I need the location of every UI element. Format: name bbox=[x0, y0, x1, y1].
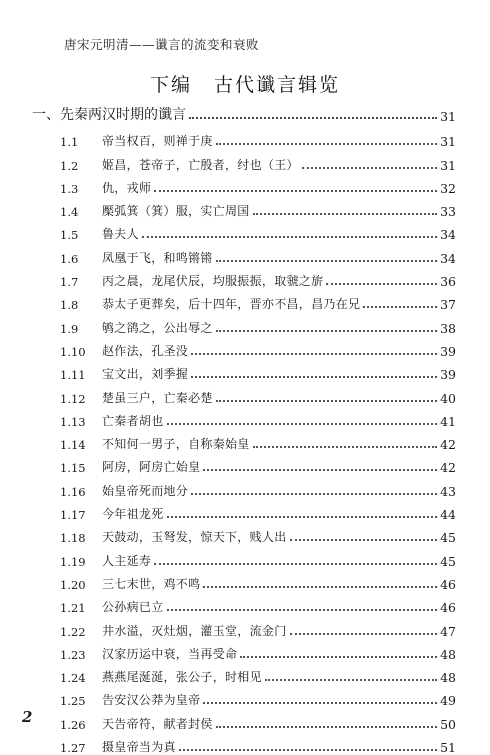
entry-title: 公孙病已立 bbox=[102, 600, 164, 615]
entry-number: 1.25 bbox=[60, 694, 86, 709]
dot-leader bbox=[326, 283, 437, 285]
entry-page-number: 46 bbox=[440, 600, 456, 616]
toc-entry[interactable] bbox=[60, 289, 456, 312]
entry-page-number: 39 bbox=[440, 367, 456, 383]
toc-entry[interactable] bbox=[60, 475, 456, 498]
entry-page-number: 51 bbox=[440, 740, 456, 755]
dot-leader bbox=[240, 656, 437, 658]
toc-entry[interactable] bbox=[60, 382, 456, 405]
entry-page-number: 39 bbox=[440, 343, 456, 359]
entry-number: 1.21 bbox=[60, 601, 86, 616]
chapter-title: 一、先秦两汉时期的谶言 bbox=[32, 107, 186, 123]
entry-title: 三七末世，鸡不鸣 bbox=[102, 576, 201, 591]
toc-entry[interactable] bbox=[60, 312, 456, 335]
entry-number: 1.11 bbox=[60, 368, 86, 383]
section-part: 下编 bbox=[149, 74, 192, 96]
entry-number: 1.17 bbox=[60, 508, 86, 523]
entry-page-number: 36 bbox=[440, 274, 456, 290]
toc-entry[interactable] bbox=[60, 592, 456, 615]
dot-leader bbox=[253, 446, 437, 448]
entry-page-number: 46 bbox=[440, 576, 456, 592]
entry-page-number: 43 bbox=[440, 483, 456, 499]
entry-page-number: 37 bbox=[440, 297, 456, 313]
chapter-heading[interactable] bbox=[32, 104, 456, 124]
entry-number: 1.18 bbox=[60, 531, 86, 546]
entry-page-number: 42 bbox=[440, 460, 456, 476]
entry-page-number: 45 bbox=[440, 553, 456, 569]
entry-number: 1.5 bbox=[60, 228, 79, 243]
toc-entry[interactable] bbox=[60, 452, 456, 475]
toc-entry[interactable] bbox=[60, 545, 456, 568]
entry-number: 1.1 bbox=[60, 135, 79, 150]
toc-entry[interactable] bbox=[60, 732, 456, 755]
toc-entry[interactable] bbox=[60, 336, 456, 359]
entry-page-number: 40 bbox=[440, 390, 456, 406]
entry-title: 恭太子更葬矣，后十四年，晋亦不昌，昌乃在兄 bbox=[102, 297, 361, 312]
entry-title: 亡秦者胡也 bbox=[102, 413, 164, 428]
entry-title: 告安汉公莽为皇帝 bbox=[102, 693, 201, 708]
entry-title: 仇，戎师 bbox=[102, 180, 152, 195]
dot-leader bbox=[191, 493, 437, 495]
entry-title: 宝文出，刘季握 bbox=[102, 367, 189, 382]
dot-leader bbox=[167, 516, 438, 518]
toc-entry[interactable] bbox=[60, 149, 456, 172]
dot-leader bbox=[216, 400, 437, 402]
entry-page-number: 42 bbox=[440, 437, 456, 453]
entry-number: 1.16 bbox=[60, 484, 86, 499]
entry-page-number: 45 bbox=[440, 530, 456, 546]
entry-number: 1.19 bbox=[60, 554, 86, 569]
toc-entry[interactable] bbox=[60, 662, 456, 685]
entry-title: 楚虽三户，亡秦必楚 bbox=[102, 390, 213, 405]
entry-number: 1.20 bbox=[60, 577, 86, 592]
entry-number: 1.22 bbox=[60, 624, 86, 639]
toc-entry[interactable] bbox=[60, 429, 456, 452]
entry-number: 1.2 bbox=[60, 158, 79, 173]
entry-title: 赵作法，孔圣没 bbox=[102, 343, 189, 358]
toc-entry[interactable] bbox=[60, 219, 456, 242]
entry-title: 今年祖龙死 bbox=[102, 507, 164, 522]
section-name: 古代谶言辑览 bbox=[214, 74, 341, 96]
entry-number: 1.6 bbox=[60, 251, 79, 266]
section-title bbox=[0, 70, 490, 97]
toc-entry[interactable] bbox=[60, 615, 456, 638]
entry-number: 1.9 bbox=[60, 321, 79, 336]
entry-title: 燕燕尾涎涎，张公子，时相见 bbox=[102, 670, 262, 685]
dot-leader bbox=[167, 609, 438, 611]
entry-title: 阿房，阿房亡始皇 bbox=[102, 460, 201, 475]
entry-title: 始皇帝死而地分 bbox=[102, 483, 189, 498]
entry-page-number: 34 bbox=[440, 250, 456, 266]
entry-title: 摄皇帝当为真 bbox=[102, 740, 176, 755]
entry-page-number: 48 bbox=[440, 670, 456, 686]
entry-number: 1.4 bbox=[60, 205, 79, 220]
dot-leader bbox=[179, 749, 437, 751]
entry-number: 1.3 bbox=[60, 181, 79, 196]
toc-entry[interactable] bbox=[60, 406, 456, 429]
entry-number: 1.15 bbox=[60, 461, 86, 476]
entry-title: 人主延寿 bbox=[102, 553, 152, 568]
toc-entry[interactable] bbox=[60, 708, 456, 731]
chapter-page-number: 31 bbox=[440, 109, 456, 124]
entry-title: 不知何一男子，自称秦始皇 bbox=[102, 437, 250, 452]
entry-title: 鲁夫人 bbox=[102, 227, 139, 242]
dot-leader bbox=[191, 376, 437, 378]
toc-entry-list bbox=[60, 126, 456, 755]
entry-title: 天鼓动，玉弩发，惊天下，贱人出 bbox=[102, 530, 287, 545]
toc-entry[interactable] bbox=[60, 242, 456, 265]
dot-leader bbox=[203, 586, 437, 588]
entry-number: 1.7 bbox=[60, 275, 79, 290]
entry-page-number: 31 bbox=[440, 134, 456, 150]
entry-title: 鸲之鹆之，公出辱之 bbox=[102, 320, 213, 335]
entry-page-number: 41 bbox=[440, 413, 456, 429]
toc-entry[interactable] bbox=[60, 522, 456, 545]
entry-title: 天告帝符，献者封侯 bbox=[102, 716, 213, 731]
running-header: 唐宋元明清——谶言的流变和衰败 bbox=[64, 37, 260, 52]
dot-leader bbox=[216, 260, 437, 262]
entry-page-number: 49 bbox=[440, 693, 456, 709]
dot-leader bbox=[265, 679, 437, 681]
dot-leader bbox=[142, 236, 437, 238]
dot-leader bbox=[253, 213, 437, 215]
dot-leader bbox=[191, 353, 437, 355]
dot-leader bbox=[363, 306, 437, 308]
entry-title: 檿弧箕（箕）服，实亡周国 bbox=[102, 204, 250, 219]
toc-entry[interactable] bbox=[60, 569, 456, 592]
entry-page-number: 38 bbox=[440, 320, 456, 336]
dot-leader bbox=[189, 117, 437, 119]
page-folio: 2 bbox=[22, 708, 33, 726]
toc-entry[interactable] bbox=[60, 126, 456, 149]
entry-number: 1.14 bbox=[60, 438, 86, 453]
entry-title: 凤凰于飞，和鸣锵锵 bbox=[102, 250, 213, 265]
entry-number: 1.8 bbox=[60, 298, 79, 313]
dot-leader bbox=[216, 143, 437, 145]
entry-number: 1.27 bbox=[60, 741, 86, 755]
toc-entry[interactable] bbox=[60, 685, 456, 708]
dot-leader bbox=[203, 702, 437, 704]
dot-leader bbox=[216, 330, 437, 332]
entry-page-number: 50 bbox=[440, 716, 456, 732]
entry-title: 汉家历运中衰，当再受命 bbox=[102, 646, 238, 661]
dot-leader bbox=[167, 423, 438, 425]
dot-leader bbox=[154, 563, 437, 565]
dot-leader bbox=[216, 726, 437, 728]
entry-title: 井水溢，灭灶烟，灌玉堂，流金门 bbox=[102, 623, 287, 638]
dot-leader bbox=[154, 190, 437, 192]
entry-page-number: 33 bbox=[440, 204, 456, 220]
toc-entry[interactable] bbox=[60, 639, 456, 662]
entry-number: 1.26 bbox=[60, 717, 86, 732]
entry-page-number: 47 bbox=[440, 623, 456, 639]
dot-leader bbox=[290, 539, 438, 541]
entry-number: 1.13 bbox=[60, 414, 86, 429]
toc-entry[interactable] bbox=[60, 173, 456, 196]
entry-title: 帝当权百，则禅于庚 bbox=[102, 134, 213, 149]
entry-number: 1.12 bbox=[60, 391, 86, 406]
toc-entry[interactable] bbox=[60, 196, 456, 219]
dot-leader bbox=[203, 469, 437, 471]
entry-title: 丙之晨，龙尾伏辰，均服振振，取虢之旂 bbox=[102, 274, 324, 289]
entry-page-number: 32 bbox=[440, 180, 456, 196]
toc-entry[interactable] bbox=[60, 266, 456, 289]
toc-entry[interactable] bbox=[60, 359, 456, 382]
dot-leader bbox=[290, 633, 438, 635]
entry-page-number: 48 bbox=[440, 646, 456, 662]
toc-entry[interactable] bbox=[60, 499, 456, 522]
entry-number: 1.10 bbox=[60, 344, 86, 359]
entry-number: 1.24 bbox=[60, 671, 86, 686]
dot-leader bbox=[302, 167, 437, 169]
entry-title: 姬昌，苍帝子，亡殷者，纣也（王） bbox=[102, 157, 299, 172]
entry-page-number: 44 bbox=[440, 507, 456, 523]
entry-page-number: 34 bbox=[440, 227, 456, 243]
entry-number: 1.23 bbox=[60, 647, 86, 662]
entry-page-number: 31 bbox=[440, 157, 456, 173]
